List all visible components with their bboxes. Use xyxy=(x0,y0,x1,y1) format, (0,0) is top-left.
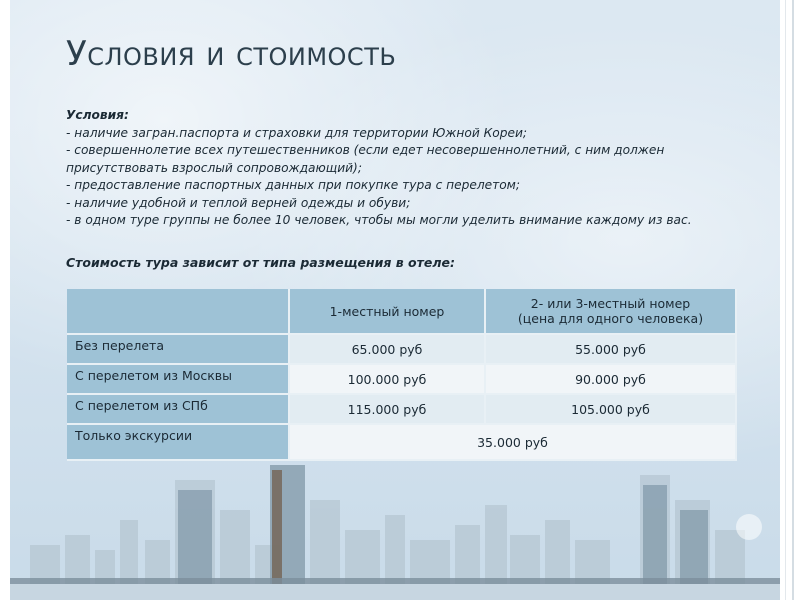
header-double-label: 2- или 3-местный номер xyxy=(530,296,691,311)
price-double: 55.000 руб xyxy=(486,335,737,365)
slide xyxy=(10,0,780,600)
conditions-block xyxy=(66,107,766,230)
row-label: Без перелета xyxy=(67,335,290,365)
table-header-row xyxy=(67,289,737,335)
price-combined: 35.000 руб xyxy=(290,425,737,461)
table-row xyxy=(67,425,737,461)
header-empty-cell xyxy=(67,289,290,335)
page-title: Условия и стоимость xyxy=(66,34,397,74)
slide-nav-icon[interactable] xyxy=(736,514,762,540)
header-double-room xyxy=(486,289,737,335)
table-row xyxy=(67,365,737,395)
row-label: Только экскурсии xyxy=(67,425,290,461)
header-double-note: (цена для одного человека) xyxy=(517,311,704,326)
table-row xyxy=(67,335,737,365)
condition-line: - предоставление паспортных данных при покупке тура с перелетом; xyxy=(66,178,520,192)
conditions-heading: Условия: xyxy=(66,108,129,122)
city-skyline-image xyxy=(10,450,780,600)
row-label: С перелетом из СПб xyxy=(67,395,290,425)
frame-border xyxy=(792,0,794,600)
cost-heading: Стоимость тура зависит от типа размещения в отеле: xyxy=(66,255,455,270)
price-double: 105.000 руб xyxy=(486,395,737,425)
row-label: С перелетом из Москвы xyxy=(67,365,290,395)
frame-border-inner xyxy=(785,0,786,600)
condition-line: присутствовать взрослый сопровождающий); xyxy=(66,160,362,175)
condition-line: - наличие удобной и теплой верней одежды и обуви; xyxy=(66,195,411,210)
table-row xyxy=(67,395,737,425)
price-single: 65.000 руб xyxy=(290,335,486,365)
price-double: 90.000 руб xyxy=(486,365,737,395)
header-single-label: 1-местный номер xyxy=(329,303,445,319)
price-single: 100.000 руб xyxy=(290,365,486,395)
condition-line: - в одном туре группы не более 10 человек, чтобы мы могли уделить внимание каждому из вас. xyxy=(66,213,692,227)
price-single: 115.000 руб xyxy=(290,395,486,425)
price-table xyxy=(67,289,737,461)
condition-line: - наличие загран.паспорта и страховки для территории Южной Кореи; xyxy=(66,125,528,140)
header-single-room xyxy=(290,289,486,335)
condition-line: - совершеннолетие всех путешественников (если едет несовершеннолетний, с ним должен xyxy=(66,143,665,157)
